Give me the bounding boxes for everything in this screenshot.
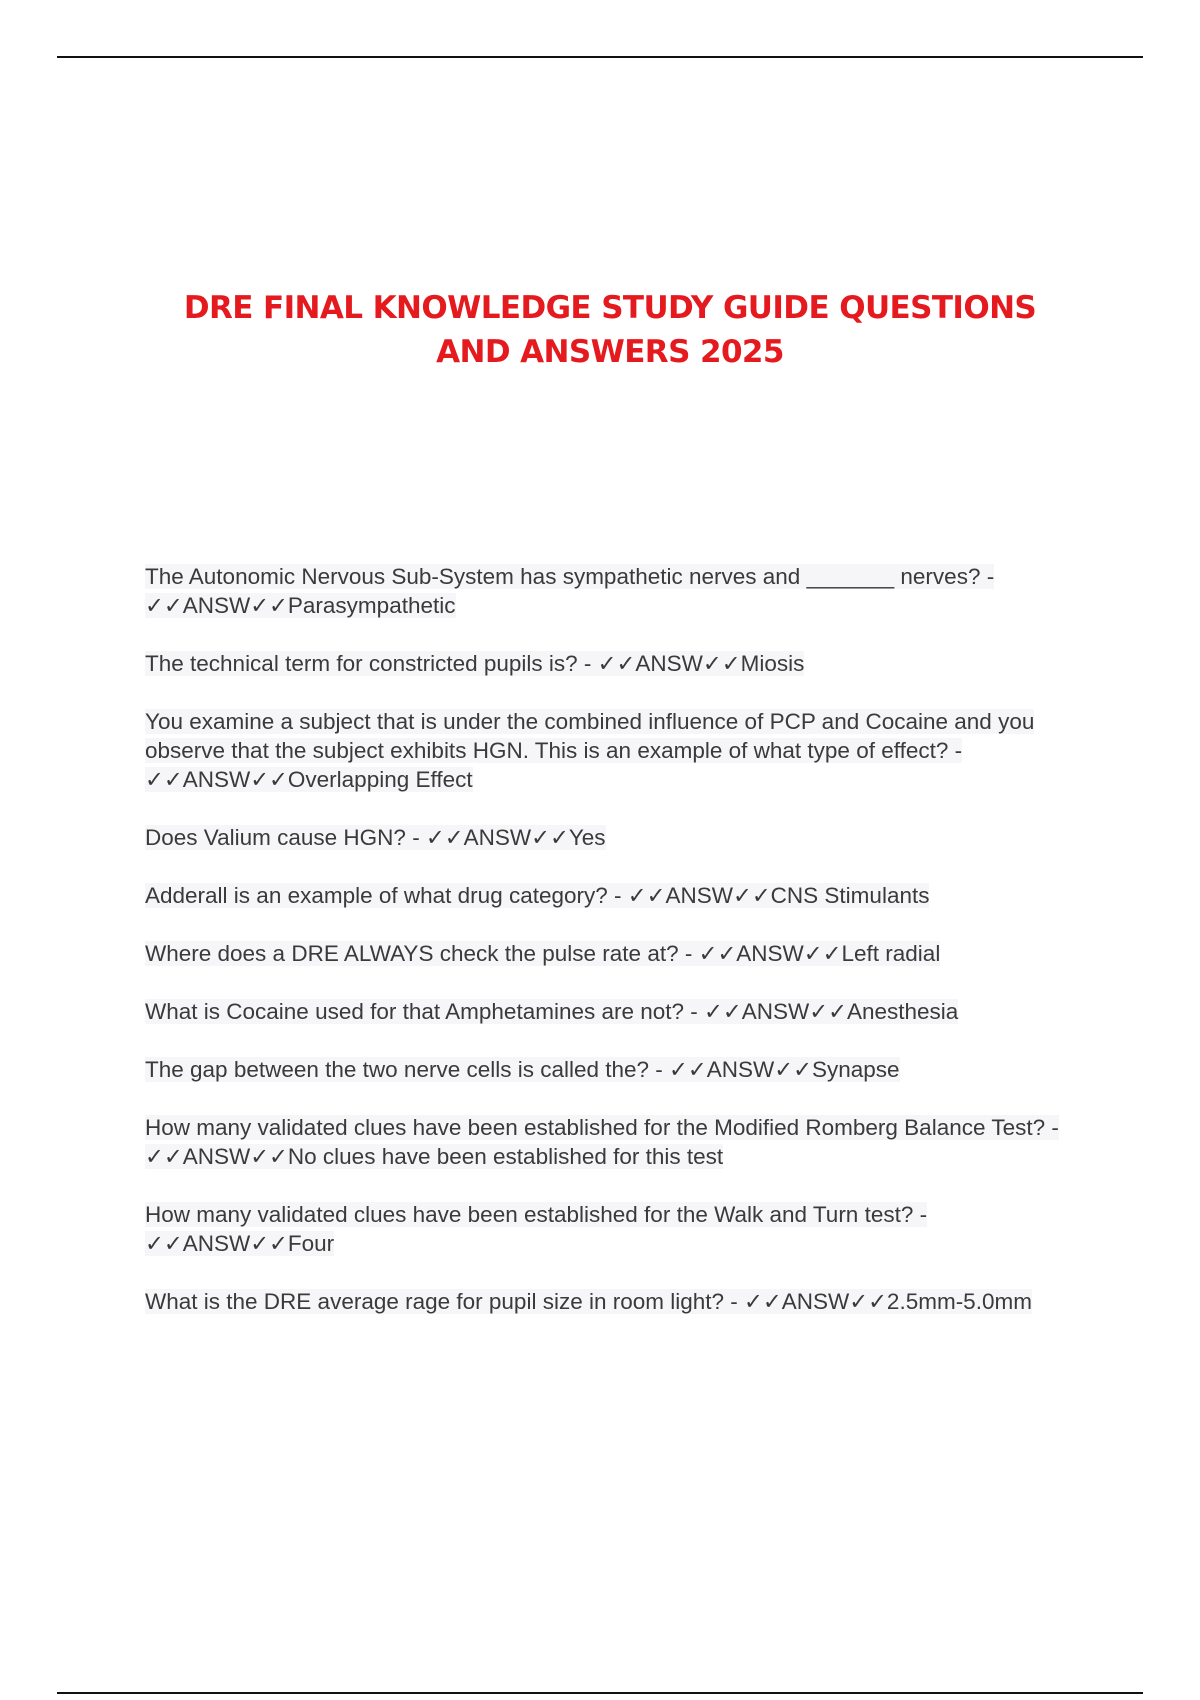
qa-item [145, 939, 1075, 968]
qa-text: Adderall is an example of what drug category? - ✓✓ANSW✓✓CNS Stimulants [145, 883, 930, 908]
qa-text: How many validated clues have been established for the Modified Romberg Balance Test? - ✓✓ANSW✓✓No clues have been established for this test [145, 1115, 1059, 1169]
qa-text: What is the DRE average rage for pupil size in room light? - ✓✓ANSW✓✓2.5mm-5.0mm [145, 1289, 1032, 1314]
document-title: DRE FINAL KNOWLEDGE STUDY GUIDE QUESTIONS AND ANSWERS 2025 [183, 290, 1037, 370]
qa-item [145, 997, 1075, 1026]
qa-text: The Autonomic Nervous Sub-System has sympathetic nerves and _______ nerves? - ✓✓ANSW✓✓Parasympathetic [145, 564, 995, 618]
qa-item [145, 1055, 1075, 1084]
qa-text: The gap between the two nerve cells is called the? - ✓✓ANSW✓✓Synapse [145, 1057, 900, 1082]
qa-list [145, 562, 1075, 1345]
qa-item [145, 823, 1075, 852]
qa-item [145, 1200, 1075, 1258]
qa-text: Does Valium cause HGN? - ✓✓ANSW✓✓Yes [145, 825, 606, 850]
qa-text: You examine a subject that is under the combined influence of PCP and Cocaine and you observe that the subject exhibits HGN. This is an example of what type of effect? - ✓✓ANSW✓✓Overlapping Effect [145, 709, 1035, 792]
qa-text: Where does a DRE ALWAYS check the pulse rate at? - ✓✓ANSW✓✓Left radial [145, 941, 941, 966]
qa-item [145, 1287, 1075, 1316]
qa-text: How many validated clues have been established for the Walk and Turn test? - ✓✓ANSW✓✓Four [145, 1202, 928, 1256]
qa-item [145, 562, 1075, 620]
qa-item [145, 649, 1075, 678]
top-divider [57, 56, 1143, 58]
qa-item [145, 707, 1075, 794]
qa-item [145, 881, 1075, 910]
qa-text: The technical term for constricted pupils is? - ✓✓ANSW✓✓Miosis [145, 651, 805, 676]
bottom-divider [57, 1692, 1143, 1694]
qa-item [145, 1113, 1075, 1171]
qa-text: What is Cocaine used for that Amphetamines are not? - ✓✓ANSW✓✓Anesthesia [145, 999, 959, 1024]
